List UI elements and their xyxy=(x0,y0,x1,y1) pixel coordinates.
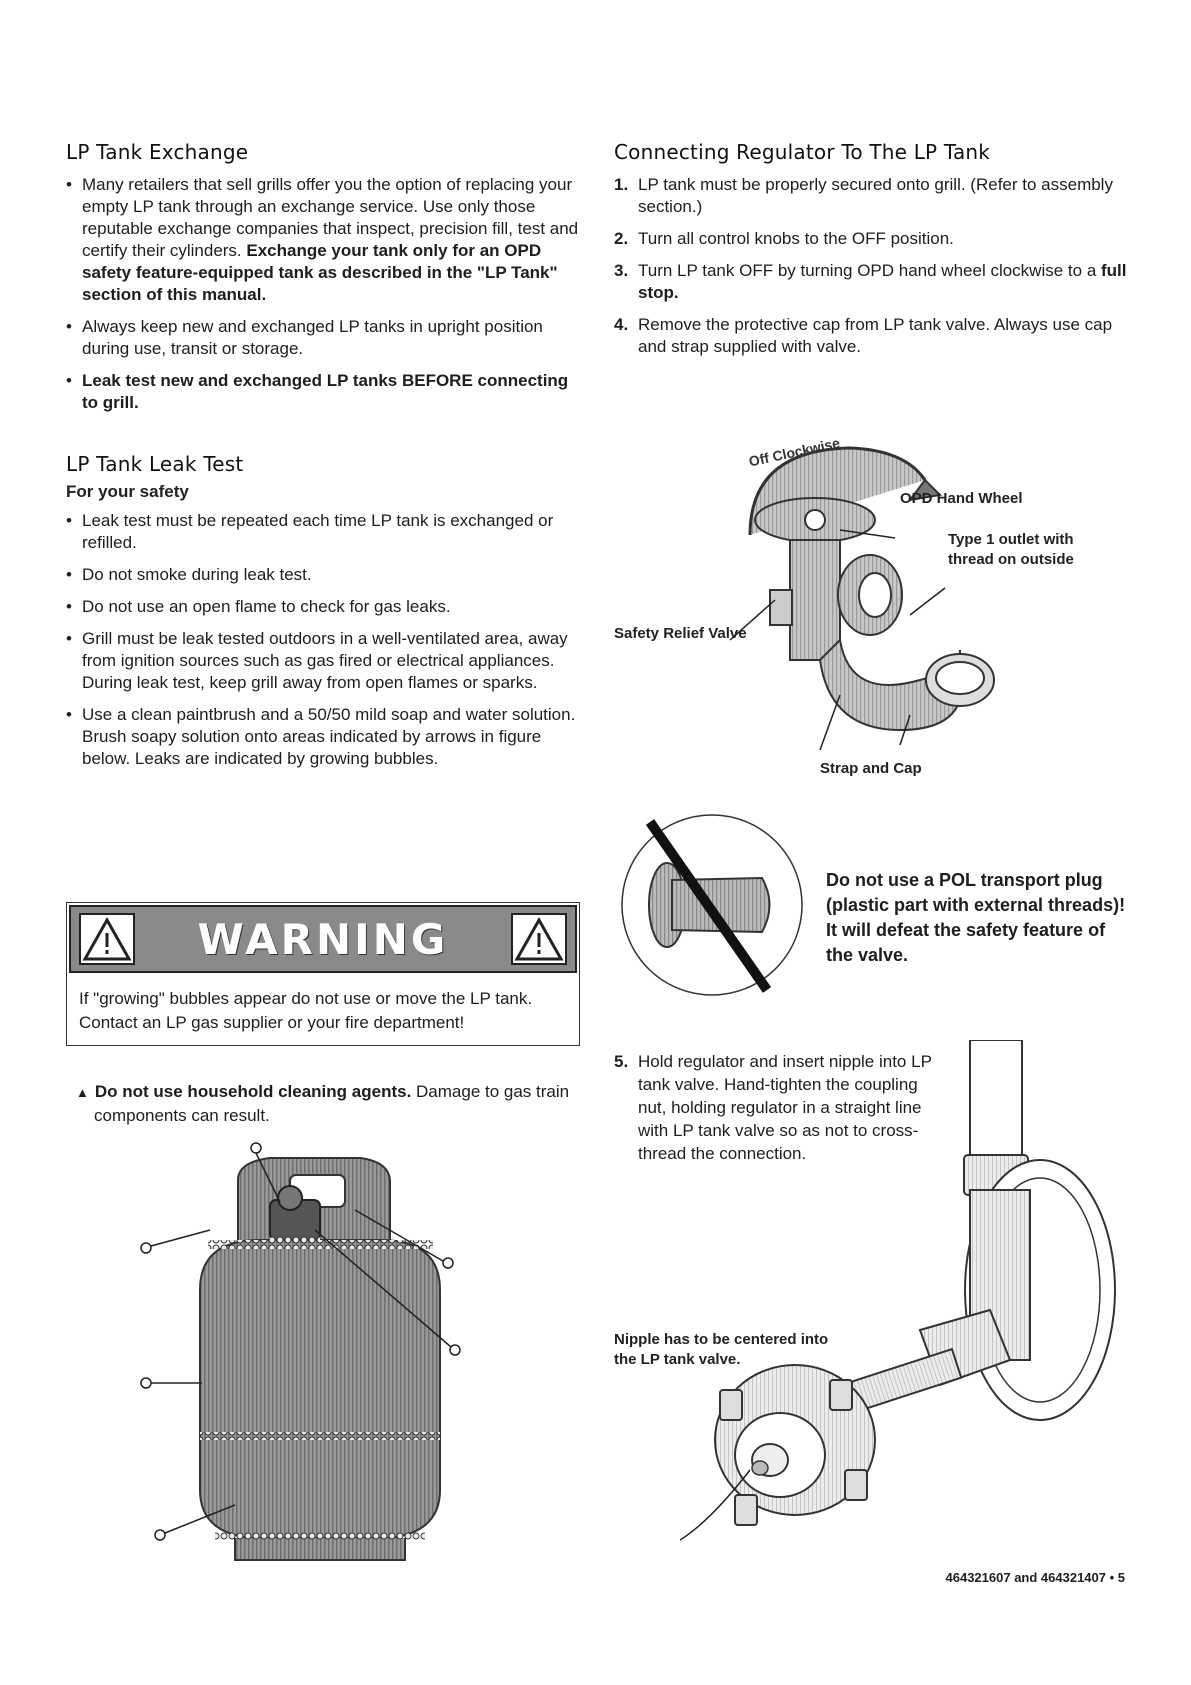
list-item: • Grill must be leak tested outdoors in a well-ventilated area, away from ignition sources such as gas fired or electrical appliances. During leak test, keep grill away from open flames or sparks. xyxy=(66,628,586,694)
warning-triangle-icon xyxy=(79,913,135,965)
opd-hand-wheel-label: OPD Hand Wheel xyxy=(900,490,1023,507)
warning-word: WARNING xyxy=(197,914,449,964)
list-item: • Do not smoke during leak test. xyxy=(66,564,586,586)
exchange-heading: LP Tank Exchange xyxy=(66,140,249,164)
warning-box xyxy=(66,902,580,1046)
regulator-connection-illustration xyxy=(680,1040,1120,1560)
safety-relief-valve-label: Safety Relief Valve xyxy=(614,625,747,642)
list-item: • Do not use an open flame to check for gas leaks. xyxy=(66,596,586,618)
warning-text: If "growing" bubbles appear do not use or move the LP tank. Contact an LP gas supplier or your fire department! xyxy=(79,989,533,1032)
connecting-steps xyxy=(614,174,1134,358)
pol-plug-warning: Do not use a POL transport plug (plastic part with external threads)! It will defeat the safety feature of the valve. xyxy=(826,870,1126,965)
strap-and-cap-label: Strap and Cap xyxy=(820,760,922,777)
off-clockwise-label: Off Clockwise xyxy=(747,434,842,470)
step-5: 5. Hold regulator and insert nipple into LP tank valve. Hand-tighten the coupling nut, holding regulator in a straight line with LP tank valve so as not to cross-thread the connection. xyxy=(614,1052,932,1163)
page-footer: 464321607 and 464321407 • 5 xyxy=(945,1570,1125,1585)
pol-plug-prohibited-illustration xyxy=(612,810,812,1000)
list-item: 3. Turn LP tank OFF by turning OPD hand wheel clockwise to a full stop. xyxy=(614,261,1127,302)
right-column xyxy=(614,140,1134,368)
list-item: 2. Turn all control knobs to the OFF position. xyxy=(614,229,954,248)
list-item: • Always keep new and exchanged LP tanks in upright position during use, transit or storage. xyxy=(66,316,586,360)
list-item: • Use a clean paintbrush and a 50/50 mild soap and water solution. Brush soapy solution onto areas indicated by arrows in figure below. Leaks are indicated by growing bubbles. xyxy=(66,704,586,770)
list-item: • Many retailers that sell grills offer you the option of replacing your empty LP tank through an exchange service. Use only those reputable exchange companies that inspect, precision fill, test and certify their cylinders. Exchange your tank only for an OPD safety feature-equipped tank as described in the "LP Tank" section of this manual. xyxy=(66,174,586,306)
leak-test-subtitle: For your safety xyxy=(66,482,189,501)
list-item: • Leak test must be repeated each time LP tank is exchanged or refilled. xyxy=(66,510,586,554)
caution-triangle-icon: ▲ xyxy=(76,1085,89,1100)
warning-triangle-icon xyxy=(511,913,567,965)
connecting-heading: Connecting Regulator To The LP Tank xyxy=(614,140,991,164)
nipple-centered-label: Nipple has to be centered into the LP tank valve. xyxy=(614,1331,829,1368)
caution-note: ▲ Do not use household cleaning agents. Damage to gas train components can result. xyxy=(76,1082,570,1125)
list-item: 4. Remove the protective cap from LP tank valve. Always use cap and strap supplied with valve. xyxy=(614,315,1113,356)
type1-outlet-label: Type 1 outlet with thread on outside xyxy=(948,531,1074,568)
warning-banner xyxy=(69,905,577,973)
lp-tank-illustration xyxy=(140,1140,520,1570)
left-column xyxy=(66,140,586,780)
leak-test-list xyxy=(66,510,586,770)
list-item: 1. LP tank must be properly secured onto grill. (Refer to assembly section.) xyxy=(614,175,1113,216)
leak-test-heading: LP Tank Leak Test xyxy=(66,452,244,476)
list-item: • Leak test new and exchanged LP tanks BEFORE connecting to grill. xyxy=(66,370,586,414)
exchange-list xyxy=(66,174,586,414)
